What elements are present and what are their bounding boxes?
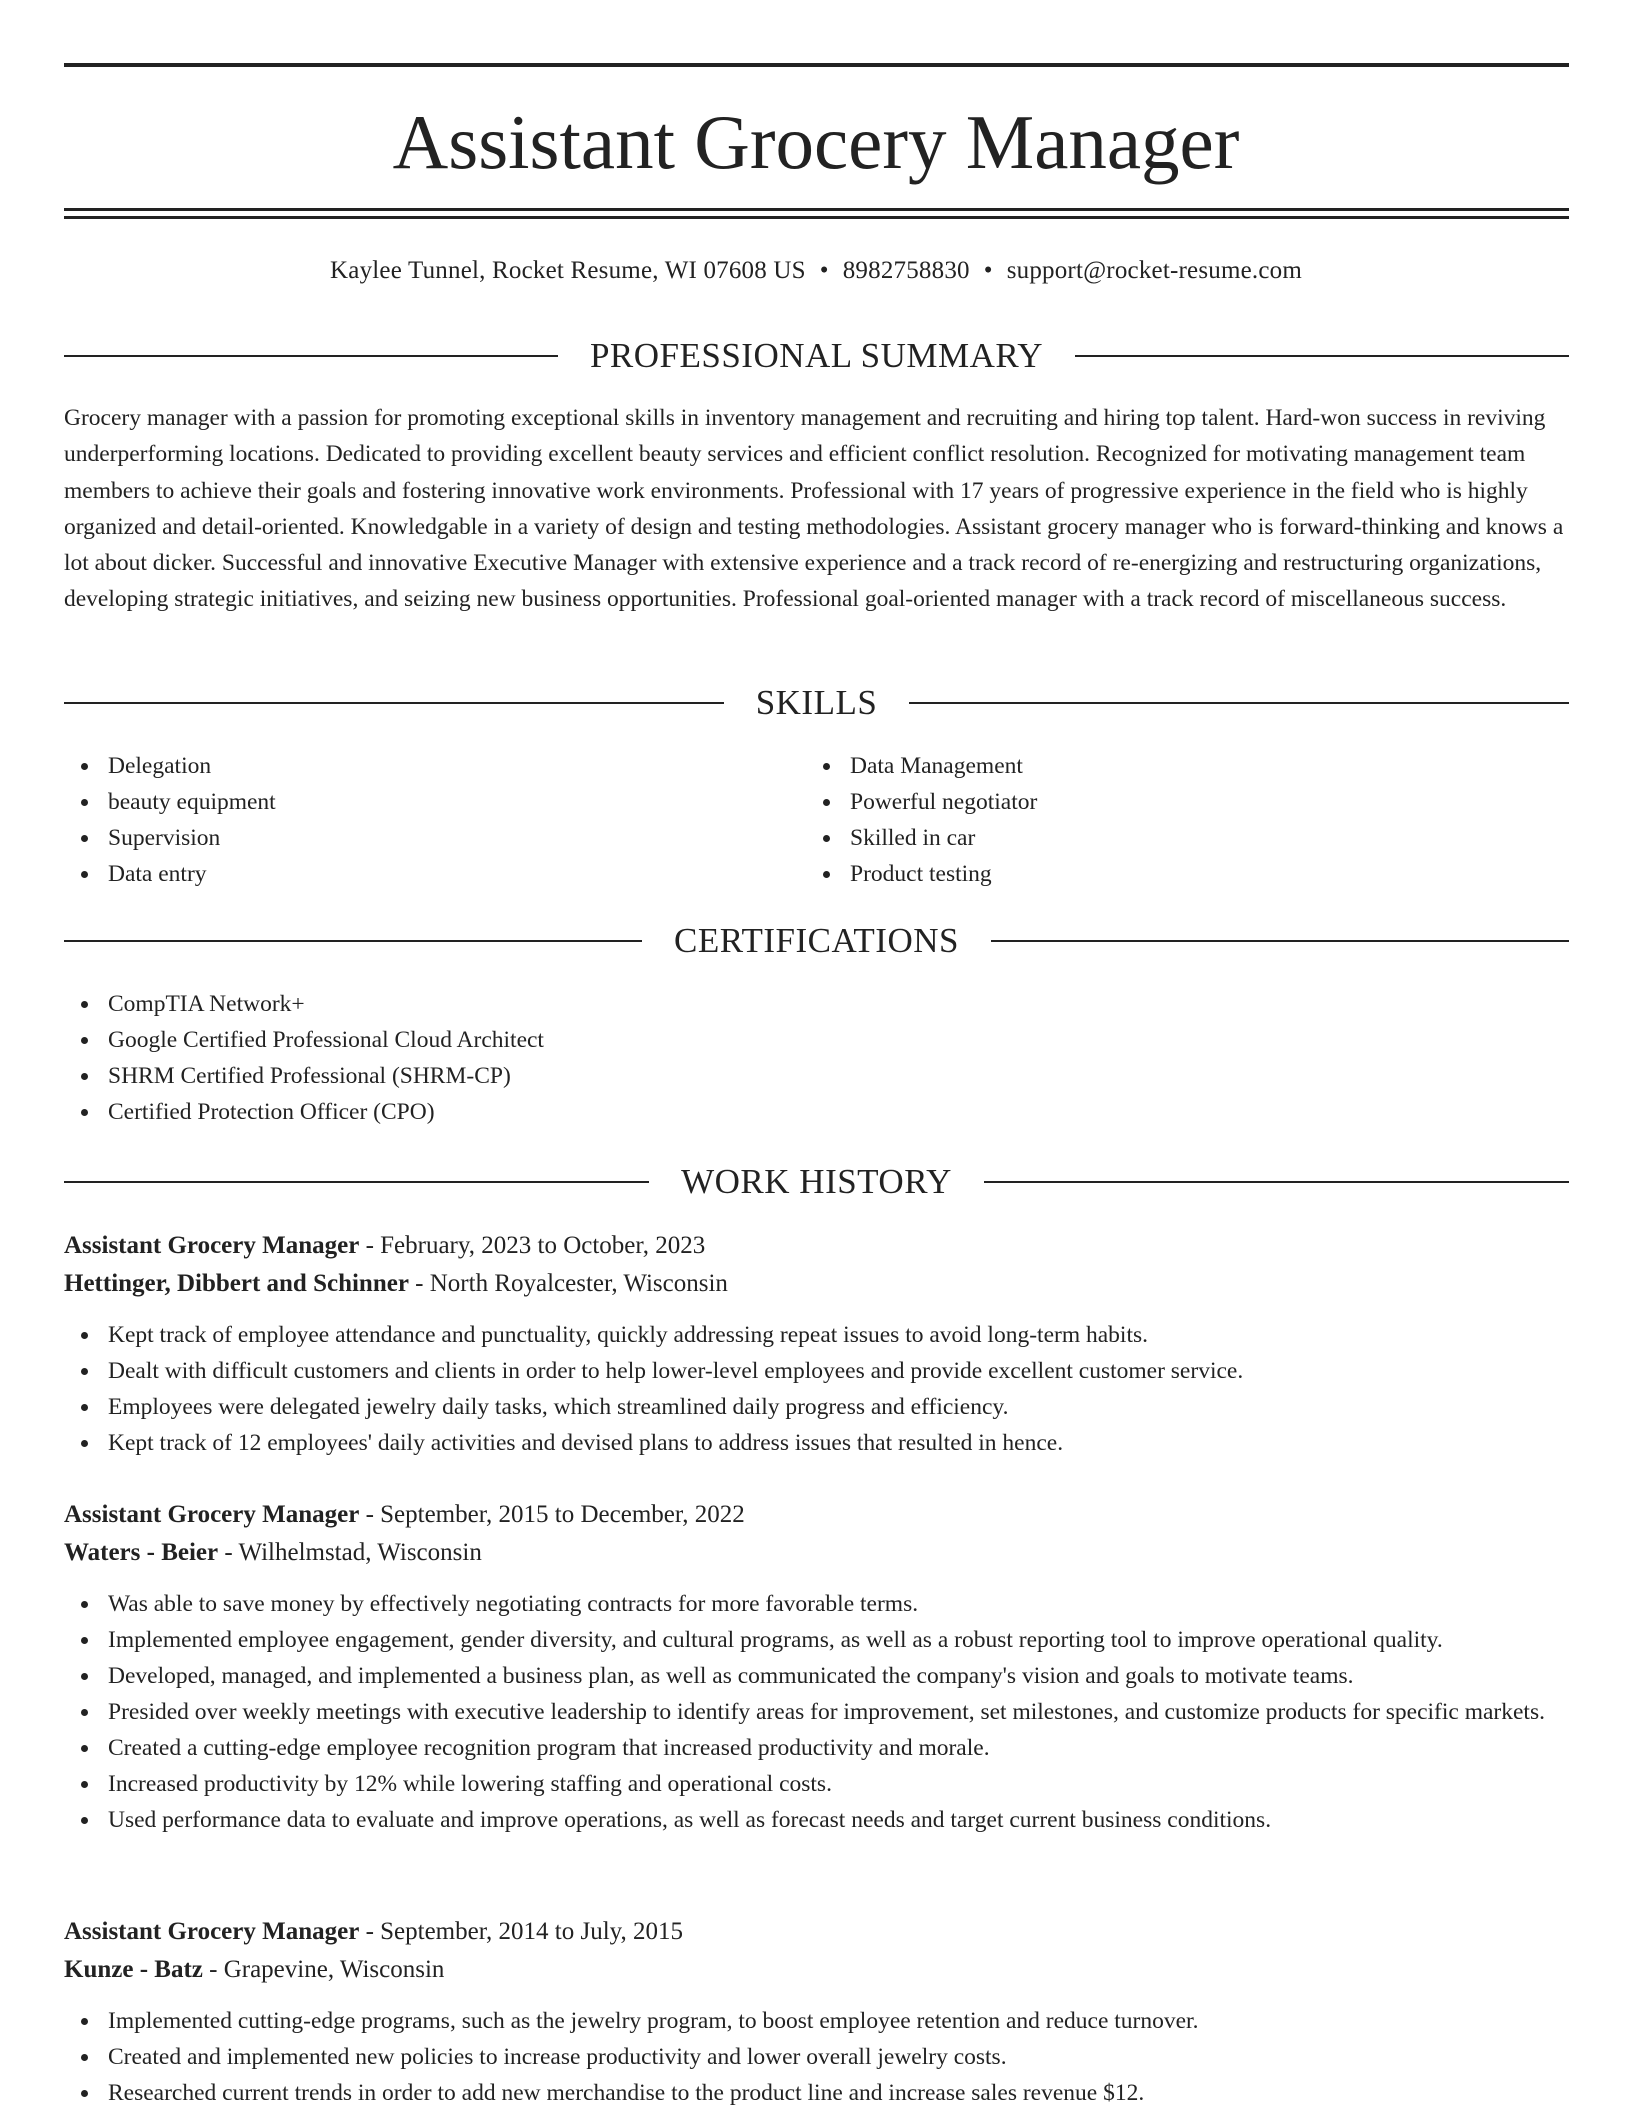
title-bottom-rule-1 [64,208,1569,211]
certification-item: SHRM Certified Professional (SHRM-CP) [64,1058,1569,1094]
job-entry [64,1227,1569,1461]
job-title: Assistant Grocery Manager [64,1232,360,1259]
skills-list-right [806,748,1506,892]
job-duty: Presided over weekly meetings with executive leadership to identify areas for improvement, set milestones, and customize products for specific markets. [64,1694,1569,1730]
job-location: - North Royalcester, Wisconsin [415,1270,728,1297]
job-company-line [64,1534,1569,1572]
job-location: - Wilhelmstad, Wisconsin [224,1539,482,1566]
title-bottom-rule-2 [64,216,1569,219]
job-company: Kunze - Batz [64,1956,203,1983]
skill-item: Skilled in car [806,820,1506,856]
job-duty: Used performance data to evaluate and improve operations, as well as forecast needs and target current business conditions. [64,1802,1569,1838]
contact-separator: • [983,257,993,284]
summary-heading: PROFESSIONAL SUMMARY [589,336,1044,375]
work-history-heading: WORK HISTORY [681,1162,952,1201]
certifications-heading: CERTIFICATIONS [674,921,959,960]
contact-phone: 8982758830 [842,257,970,284]
heading-rule-right [909,702,1569,704]
job-duty: Kept track of 12 employees' daily activities and devised plans to address issues that resulted in hence. [64,1425,1569,1461]
skill-item: Data Management [806,748,1506,784]
job-dates: - September, 2015 to December, 2022 [365,1501,745,1528]
job-duty: Implemented employee engagement, gender diversity, and cultural programs, as well as a robust reporting tool to improve operational quality. [64,1622,1569,1658]
job-dates: - February, 2023 to October, 2023 [365,1232,706,1259]
job-dates: - September, 2014 to July, 2015 [365,1918,684,1945]
job-duty: Researched current trends in order to add new merchandise to the product line and increase sales revenue $12. [64,2075,1569,2111]
job-title: Assistant Grocery Manager [64,1918,360,1945]
job-duty: Increased productivity by 12% while lowering staffing and operational costs. [64,1766,1569,1802]
job-duty: Employees were delegated jewelry daily tasks, which streamlined daily progress and efficiency. [64,1389,1569,1425]
job-company-line [64,1265,1569,1303]
job-title-line [64,1496,1569,1534]
job-entry [64,1496,1569,1838]
job-duty: Kept track of employee attendance and punctuality, quickly addressing repeat issues to avoid long-term habits. [64,1317,1569,1353]
heading-rule-right [984,1181,1569,1183]
heading-rule-right [991,940,1569,942]
certifications-list [64,986,1569,1130]
skill-item: Supervision [64,820,764,856]
job-duties-list [64,2003,1569,2111]
title-top-rule [64,63,1569,67]
job-title-line [64,1227,1569,1265]
contact-line [0,254,1632,288]
job-location: - Grapevine, Wisconsin [209,1956,445,1983]
job-company: Waters - Beier [64,1539,219,1566]
job-duty: Implemented cutting-edge programs, such as the jewelry program, to boost employee retention and reduce turnover. [64,2003,1569,2039]
job-duty: Created a cutting-edge employee recognition program that increased productivity and morale. [64,1730,1569,1766]
certifications-section-heading [64,921,1569,961]
skill-item: Powerful negotiator [806,784,1506,820]
job-title-line [64,1913,1569,1951]
contact-separator: • [819,257,829,284]
job-duty: Dealt with difficult customers and clients in order to help lower-level employees and provide excellent customer service. [64,1353,1569,1389]
certification-item: CompTIA Network+ [64,986,1569,1022]
job-company: Hettinger, Dibbert and Schinner [64,1270,409,1297]
job-entry [64,1913,1569,2111]
job-title: Assistant Grocery Manager [64,1501,360,1528]
skill-item: Data entry [64,856,764,892]
heading-rule-left [64,1181,649,1183]
heading-rule-right [1075,355,1569,357]
skills-heading: SKILLS [755,683,878,722]
work-history-section-heading [64,1162,1569,1202]
summary-text: Grocery manager with a passion for promoting exceptional skills in inventory management and recruiting and hiring top talent. Hard-won success in reviving underperforming locations. Dedicated to providing excellent beauty services and efficient conflict resolution. Recognized for motivating management team members to achieve their goals and fostering innovative work environments. Professional with 17 years of progressive experience in the field who is highly organized and detail-oriented. Knowledgable in a variety of design and testing methodologies. Assistant grocery manager who is forward-thinking and knows a lot about dicker. Successful and innovative Executive Manager with extensive experience and a track record of re-energizing and restructuring organizations, developing strategic initiatives, and seizing new business opportunities. Professional goal-oriented manager with a track record of miscellaneous success. [64,405,1564,613]
heading-rule-left [64,940,642,942]
summary-section-heading [64,336,1569,376]
contact-address: Kaylee Tunnel, Rocket Resume, WI 07608 US [330,257,806,284]
skills-section-heading [64,683,1569,723]
skills-list-left [64,748,764,892]
certification-item: Google Certified Professional Cloud Architect [64,1022,1569,1058]
skill-item: Delegation [64,748,764,784]
heading-rule-left [64,355,558,357]
certification-item: Certified Protection Officer (CPO) [64,1094,1569,1130]
job-company-line [64,1951,1569,1989]
job-duty: Created and implemented new policies to increase productivity and lower overall jewelry costs. [64,2039,1569,2075]
skill-item: Product testing [806,856,1506,892]
job-duty: Was able to save money by effectively negotiating contracts for more favorable terms. [64,1586,1569,1622]
heading-rule-left [64,702,724,704]
job-duties-list [64,1586,1569,1838]
page-title: Assistant Grocery Manager [392,99,1240,185]
skill-item: beauty equipment [64,784,764,820]
contact-email: support@rocket-resume.com [1006,257,1302,284]
job-duty: Developed, managed, and implemented a business plan, as well as communicated the company's vision and goals to motivate teams. [64,1658,1569,1694]
job-duties-list [64,1317,1569,1461]
